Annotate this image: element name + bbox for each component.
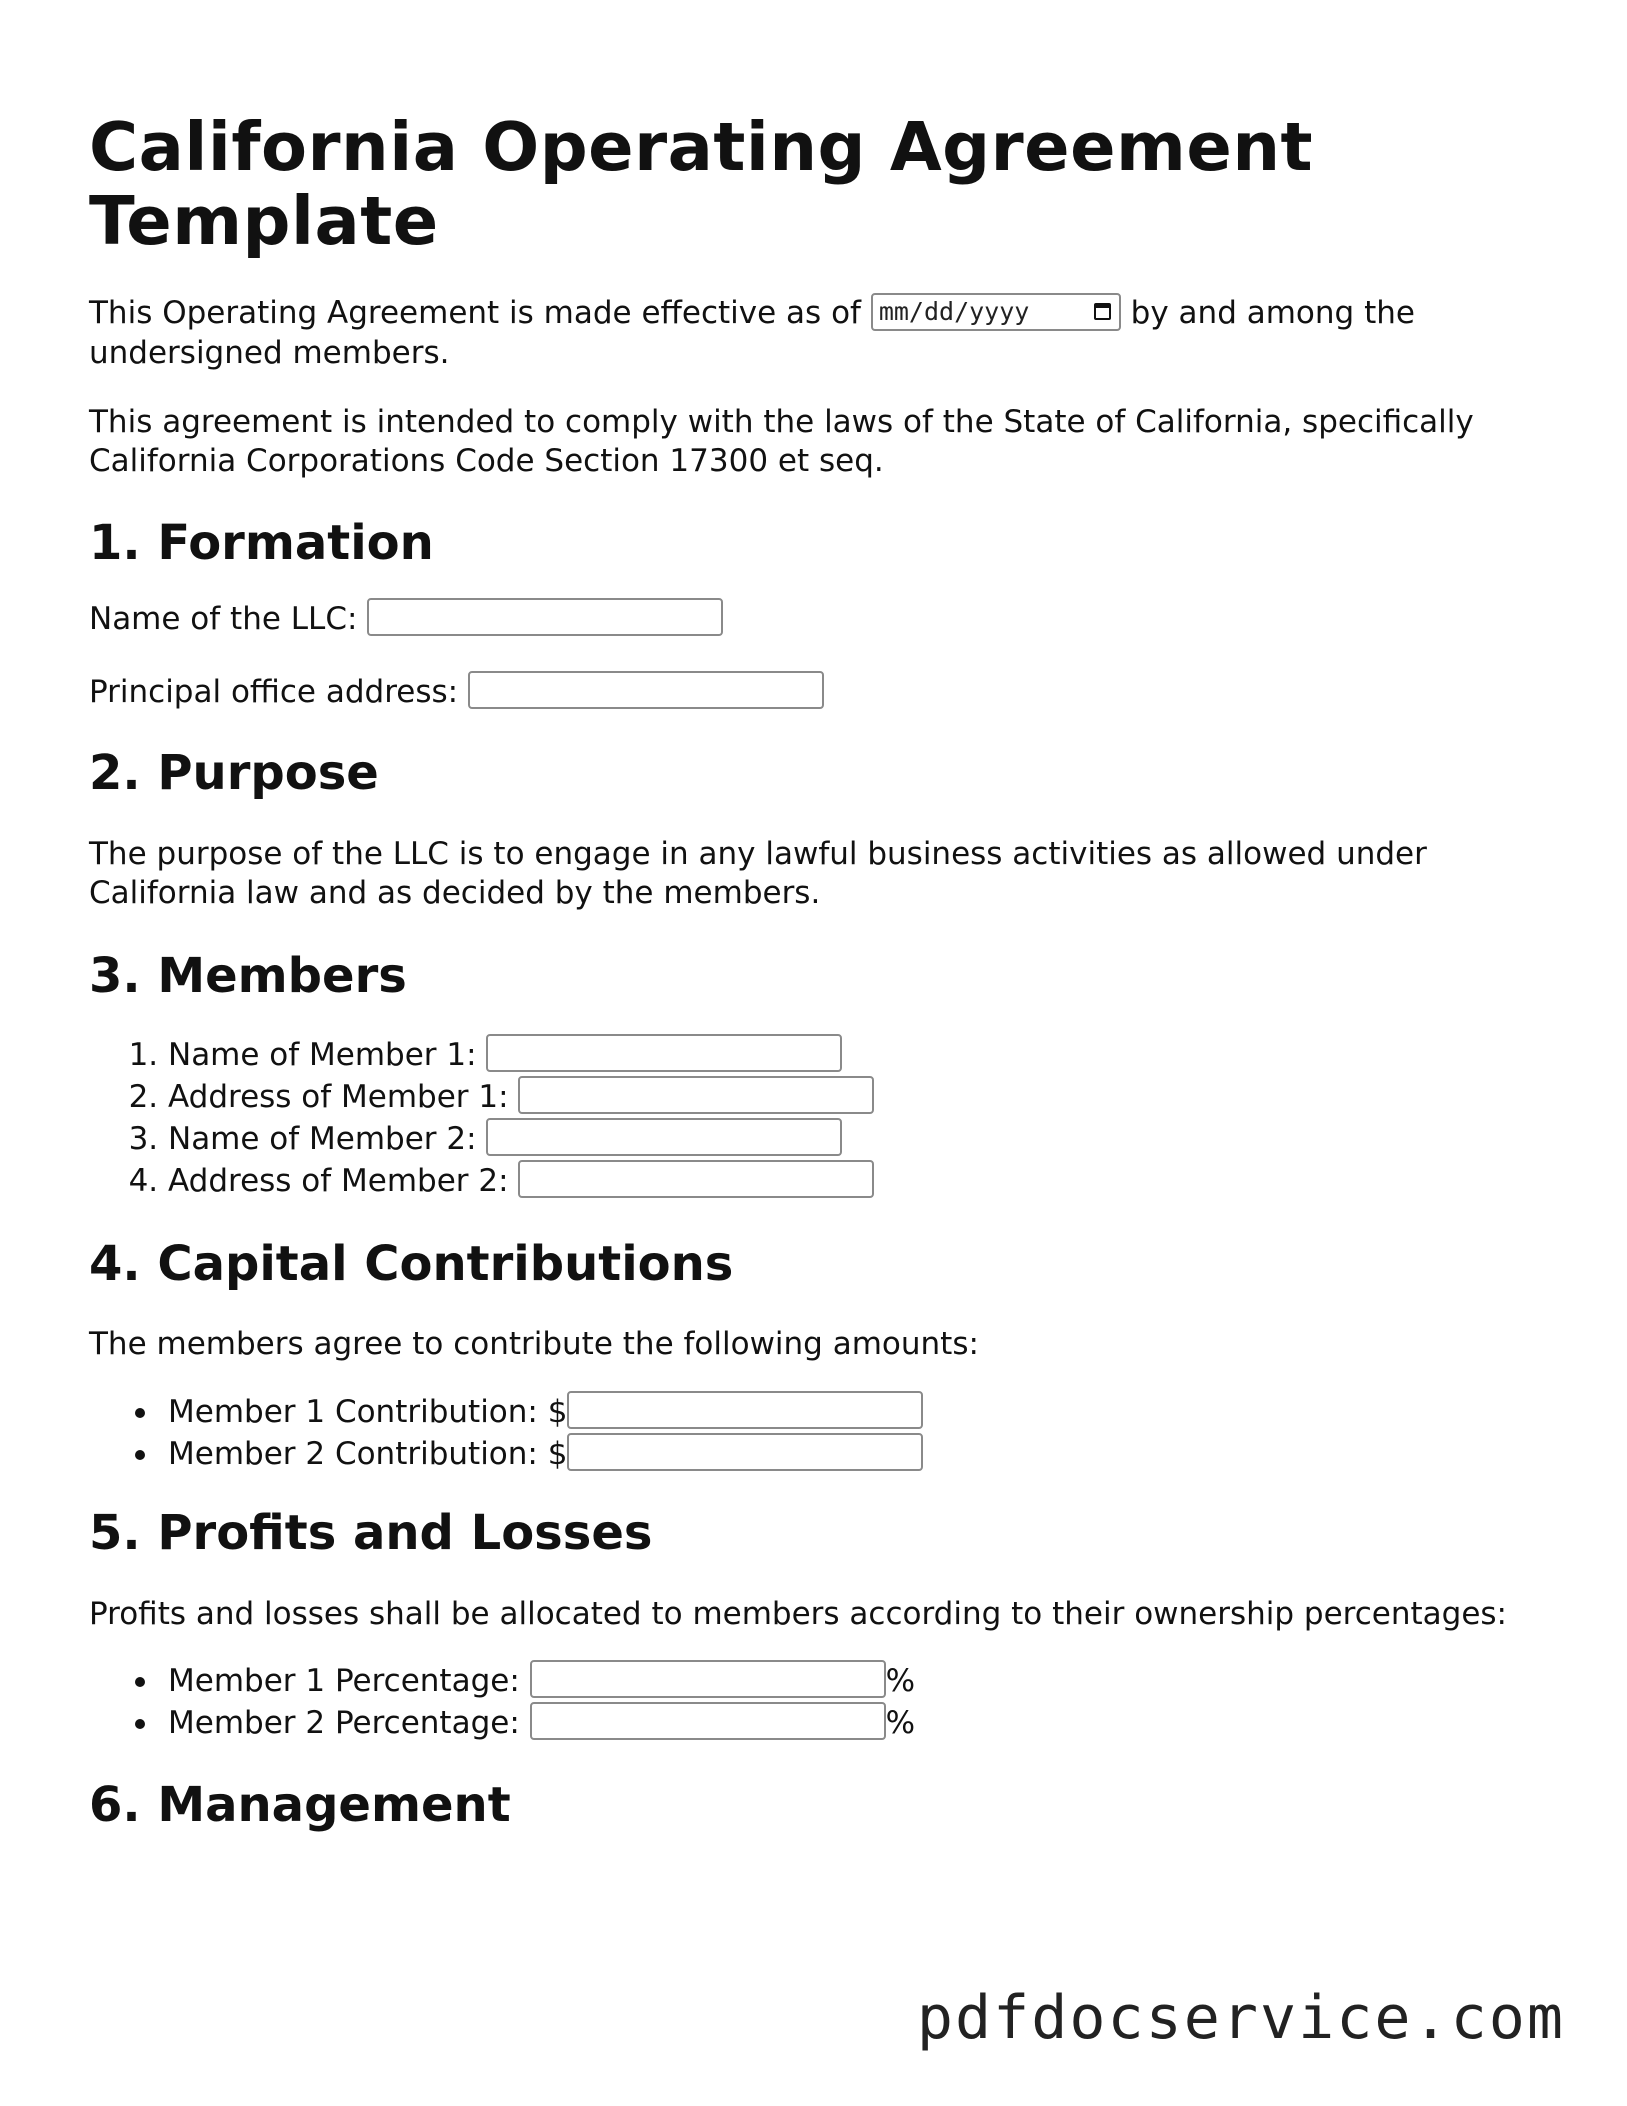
member-2-address-label: Address of Member 2: (168, 1162, 509, 1199)
intro-after-date: by and among the undersigned members. (89, 295, 1415, 371)
management-heading: 6. Management (89, 1776, 511, 1833)
llc-name-label: Name of the LLC: (89, 600, 358, 637)
list-item (168, 1160, 1529, 1202)
member-2-contribution-label: Member 2 Contribution: $ (168, 1435, 568, 1472)
capital-heading: 4. Capital Contributions (89, 1235, 734, 1292)
member-1-percentage-label: Member 1 Percentage: (168, 1662, 520, 1699)
percent-suffix: % (885, 1662, 916, 1699)
list-item (168, 1391, 1529, 1433)
watermark: pdfdocservice.com (916, 1983, 1565, 2053)
formation-heading: 1. Formation (89, 514, 434, 571)
profits-heading: 5. Profits and Losses (89, 1504, 653, 1561)
list-item (168, 1034, 1529, 1076)
compliance-paragraph: This agreement is intended to comply with the laws of the State of California, specifically California Corporations Code Section 17300 et seq. (89, 403, 1474, 479)
member-2-name-input[interactable] (486, 1118, 842, 1156)
member-1-name-label: Name of Member 1: (168, 1036, 477, 1073)
office-address-row (89, 671, 1529, 713)
effective-date-input[interactable] (871, 293, 1121, 331)
intro-before-date: This Operating Agreement is made effective as of (89, 295, 861, 331)
bullet-icon (135, 1677, 145, 1687)
member-1-percentage-input[interactable] (530, 1660, 886, 1698)
member-2-contribution-input[interactable] (567, 1433, 923, 1471)
member-1-address-input[interactable] (518, 1076, 874, 1114)
profits-text: Profits and losses shall be allocated to members according to their ownership percentages: (89, 1595, 1507, 1632)
date-placeholder: mm/dd/yyyy (878, 296, 1030, 326)
list-item (168, 1433, 1529, 1475)
capital-list (89, 1391, 1529, 1475)
members-list (89, 1034, 1529, 1202)
member-1-address-label: Address of Member 1: (168, 1078, 509, 1115)
list-item (168, 1660, 1529, 1702)
list-item (168, 1076, 1529, 1118)
member-2-address-input[interactable] (518, 1160, 874, 1198)
calendar-icon[interactable] (1094, 303, 1111, 320)
office-address-label: Principal office address: (89, 673, 459, 710)
member-2-percentage-label: Member 2 Percentage: (168, 1704, 520, 1741)
profits-list (89, 1660, 1529, 1744)
member-1-name-input[interactable] (486, 1034, 842, 1072)
member-2-percentage-input[interactable] (530, 1702, 886, 1740)
office-address-input[interactable] (468, 671, 824, 709)
intro-paragraph (89, 294, 1529, 373)
llc-name-row (89, 598, 1529, 640)
bullet-icon (135, 1408, 145, 1418)
capital-text: The members agree to contribute the following amounts: (89, 1325, 979, 1362)
percent-suffix: % (885, 1704, 916, 1741)
member-2-name-label: Name of Member 2: (168, 1120, 477, 1157)
purpose-heading: 2. Purpose (89, 744, 379, 801)
list-item (168, 1118, 1529, 1160)
member-1-contribution-input[interactable] (567, 1391, 923, 1429)
list-item (168, 1702, 1529, 1744)
purpose-text: The purpose of the LLC is to engage in any lawful business activities as allowed under California law and as decided by the members. (89, 835, 1427, 911)
page-title: California Operating Agreement Template (89, 108, 1314, 260)
member-1-contribution-label: Member 1 Contribution: $ (168, 1393, 568, 1430)
members-heading: 3. Members (89, 947, 407, 1004)
bullet-icon (135, 1719, 145, 1729)
bullet-icon (135, 1450, 145, 1460)
document-page (89, 0, 1529, 1833)
llc-name-input[interactable] (367, 598, 723, 636)
